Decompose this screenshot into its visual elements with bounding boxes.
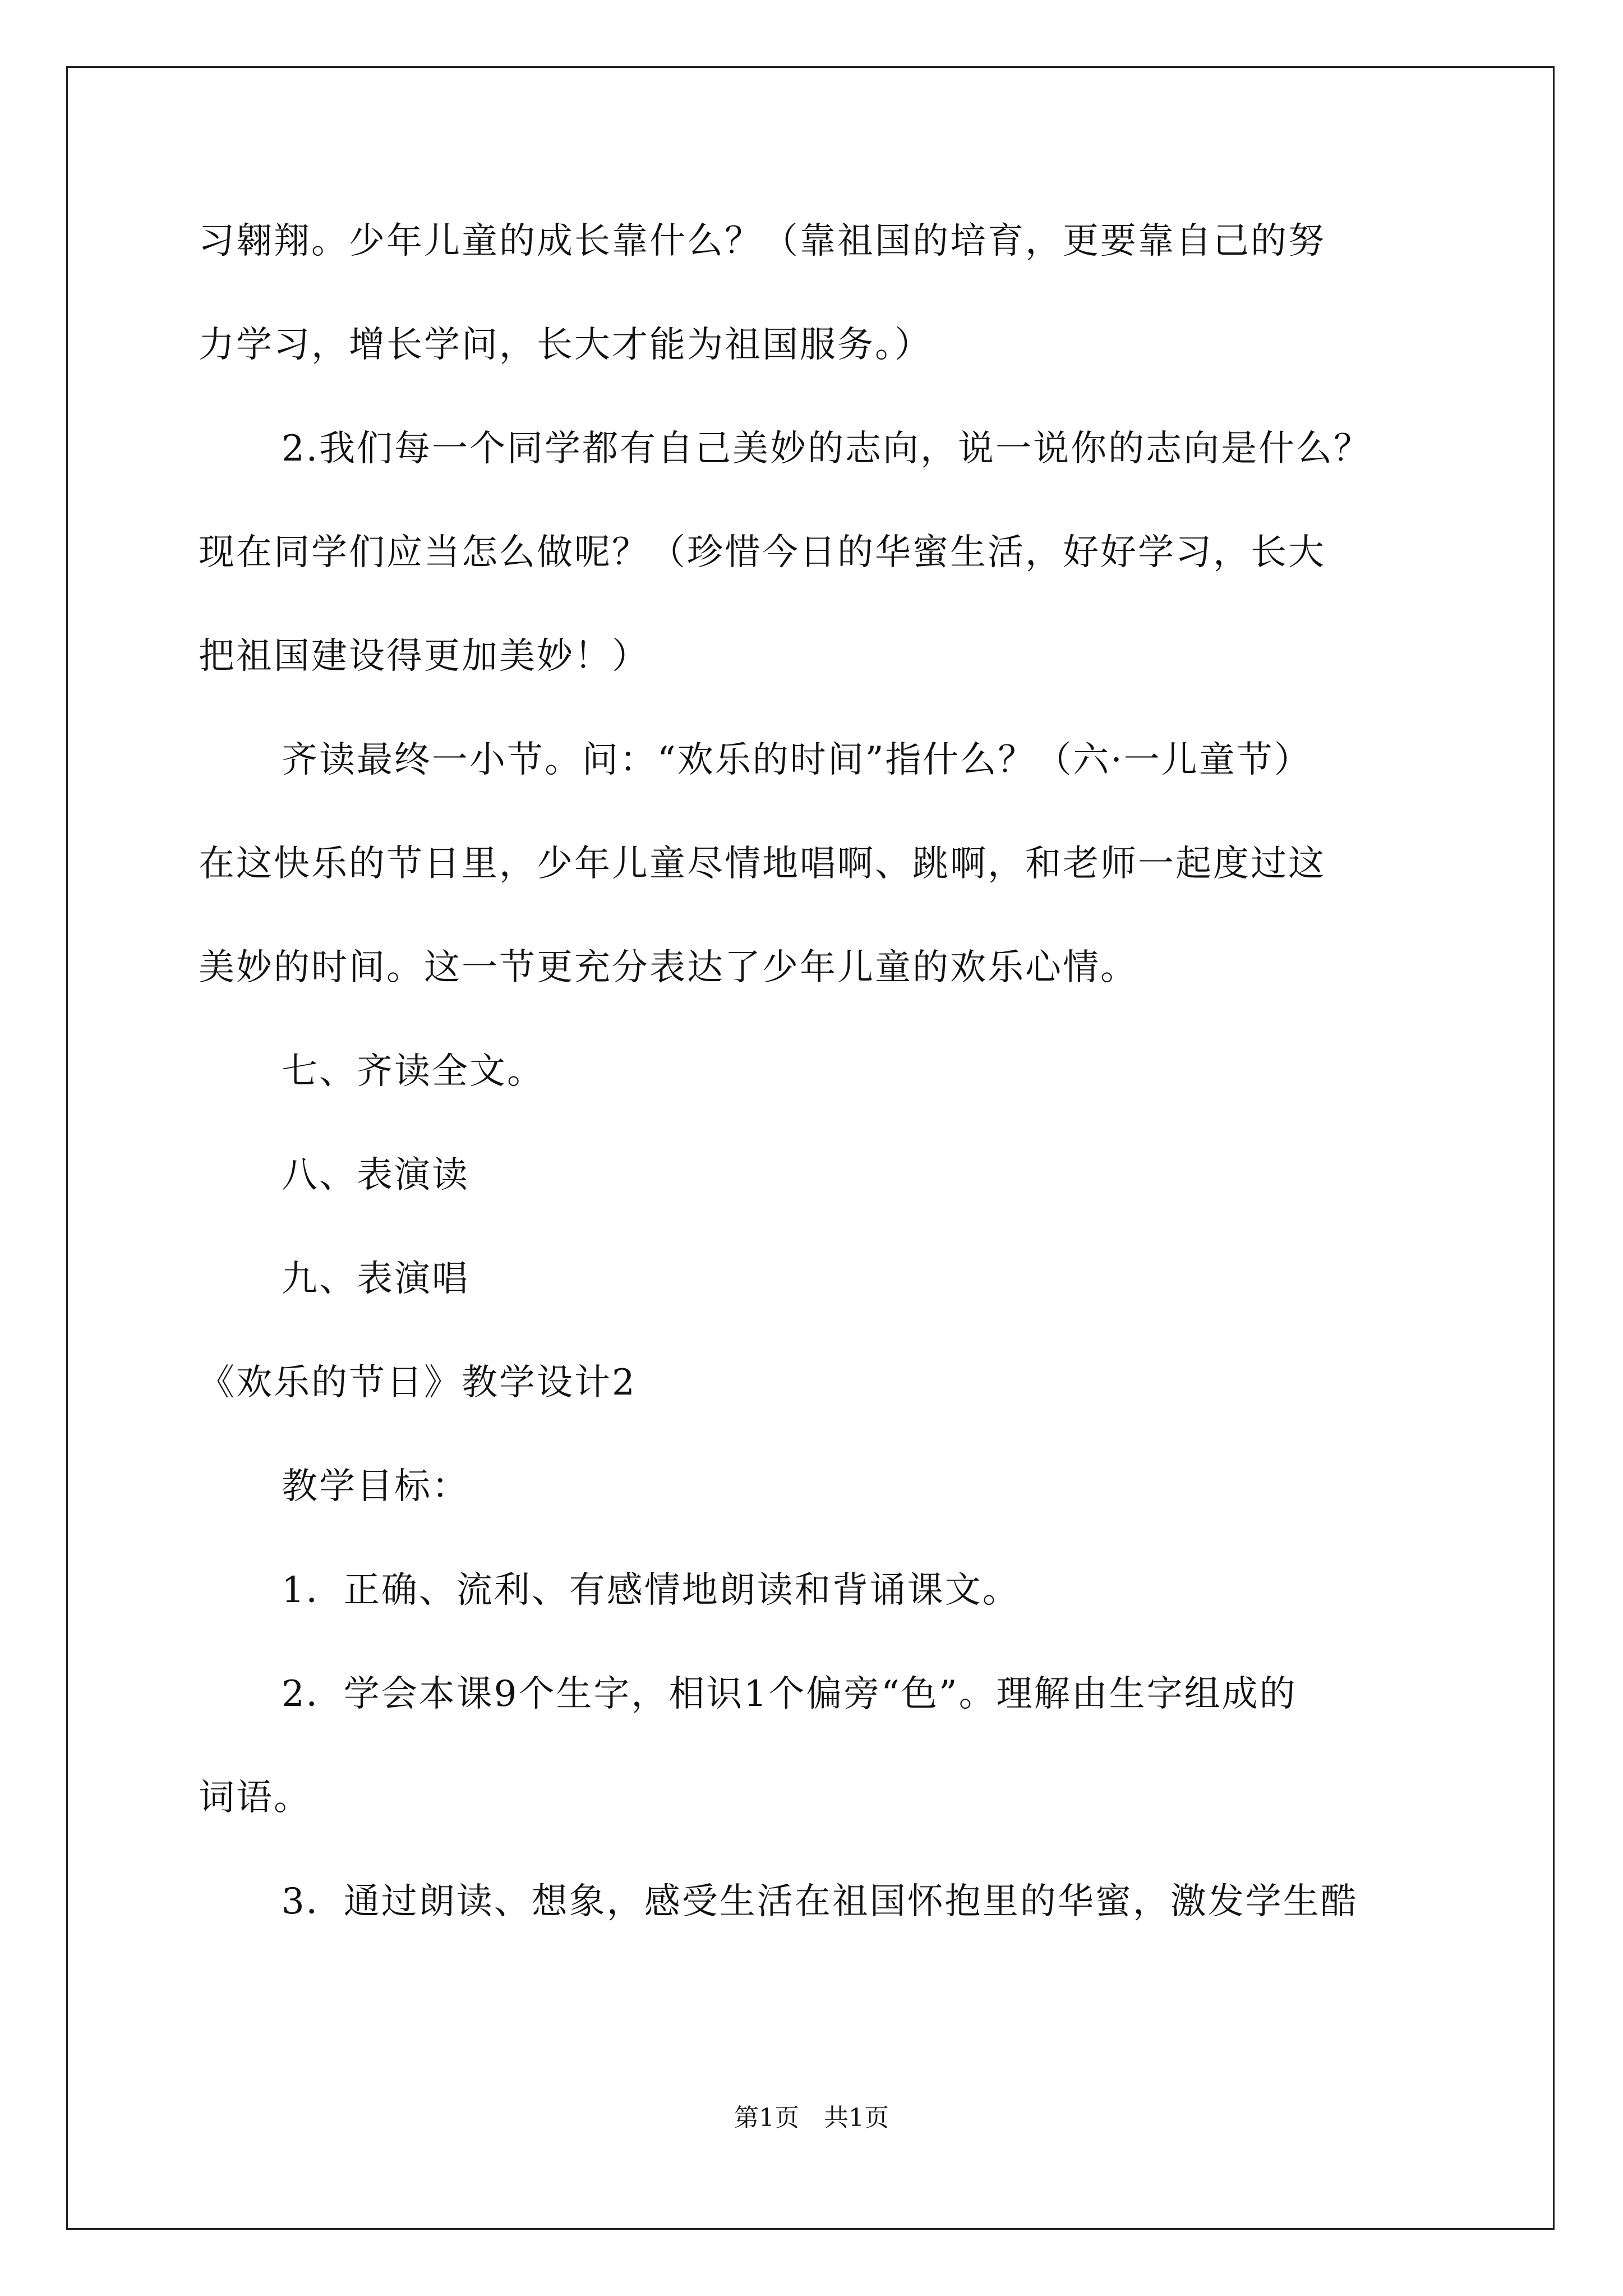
text-line: 力学习，增长学问，长大才能为祖国服务。） (199, 324, 932, 366)
subheading: 教学目标： (282, 1466, 469, 1507)
page-footer: 第1页 共1页 (734, 2104, 889, 2132)
list-item: 1．正确、流利、有感情地朗读和背诵课文。 (282, 1570, 1020, 1611)
text-line: 习翱翔。少年儿童的成长靠什么？（靠祖国的培育，更要靠自己的努 (199, 220, 1326, 262)
document-title: 《欢乐的节日》教学设计2 (199, 1362, 637, 1404)
text-line: 现在同学们应当怎么做呢？（珍惜今日的华蜜生活，好好学习，长大 (199, 532, 1326, 573)
section-heading: 七、齐读全文。 (282, 1051, 545, 1092)
text-line: 在这快乐的节日里，少年儿童尽情地唱啊、跳啊，和老师一起度过这 (199, 843, 1326, 885)
list-item: 3．通过朗读、想象，感受生活在祖国怀抱里的华蜜，激发学生酷 (282, 1881, 1358, 1922)
section-heading: 八、表演读 (282, 1154, 469, 1196)
text-line: 2.我们每一个同学都有自己美妙的志向，说一说你的志向是什么？ (282, 428, 1372, 470)
text-line: 齐读最终一小节。问：“欢乐的时间”指什么？（六·一儿童节） (282, 739, 1312, 781)
text-line: 美妙的时间。这一节更充分表达了少年儿童的欢乐心情。 (199, 947, 1138, 988)
text-line: 词语。 (199, 1777, 311, 1819)
section-heading: 九、表演唱 (282, 1258, 469, 1300)
text-line: 把祖国建设得更加美妙！） (199, 636, 649, 677)
list-item: 2．学会本课9个生字，相识1个偏旁“色”。理解由生字组成的 (282, 1673, 1297, 1715)
